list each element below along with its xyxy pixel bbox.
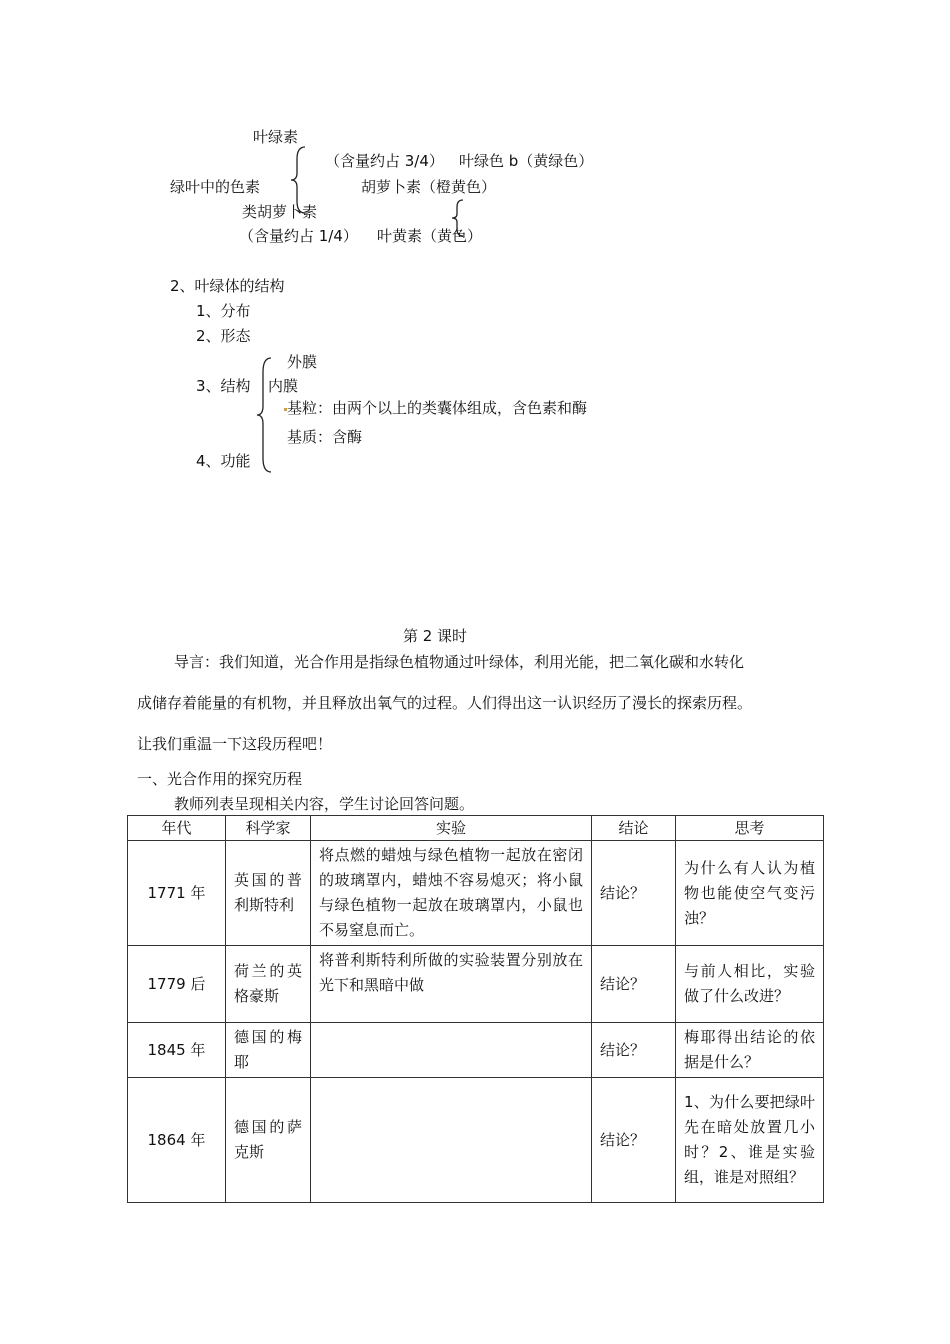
table-row <box>128 946 824 1023</box>
pigment-chlorophyll-content: （含量约占 3/4） <box>325 152 444 170</box>
structure-item-shape: 2、形态 <box>196 327 251 345</box>
carotenoid-brace <box>450 198 466 238</box>
stray-mark <box>284 408 287 411</box>
cell-year: 1771 年 <box>128 841 226 946</box>
cell-thinking: 1、为什么要把绿叶先在暗处放置几小时？2、谁是实验组，谁是对照组？ <box>676 1078 824 1203</box>
pigment-chlorophyll-b: 叶绿色 b（黄绿色） <box>459 152 594 170</box>
cell-thinking: 为什么有人认为植物也能使空气变污浊？ <box>676 841 824 946</box>
header-experiment: 实验 <box>311 816 592 841</box>
instruction-text: 教师列表呈现相关内容，学生讨论回答问题。 <box>174 795 475 813</box>
pigment-carotene: 胡萝卜素（橙黄色） <box>361 178 497 196</box>
cell-thinking: 梅耶得出结论的依据是什么？ <box>676 1023 824 1078</box>
header-year: 年代 <box>128 816 226 841</box>
header-scientist: 科学家 <box>226 816 311 841</box>
pigment-root: 绿叶中的色素 <box>170 178 261 196</box>
cell-year: 1779 后 <box>128 946 226 1023</box>
cell-conclusion: 结论？ <box>592 1023 676 1078</box>
cell-experiment: 将点燃的蜡烛与绿色植物一起放在密闭的玻璃罩内，蜡烛不容易熄灭；将小鼠与绿色植物一起放在玻璃罩内，小鼠也不易窒息而亡。 <box>311 841 592 946</box>
cell-thinking: 与前人相比，实验做了什么改进？ <box>676 946 824 1023</box>
structure-item-structure: 3、结构 <box>196 377 251 395</box>
structure-inner-membrane: 内膜 <box>268 377 299 395</box>
cell-experiment <box>311 1078 592 1203</box>
cell-scientist: 英国的普利斯特利 <box>226 841 311 946</box>
intro-line-3: 让我们重温一下这段历程吧！ <box>137 735 333 753</box>
pigment-brace <box>289 145 309 215</box>
pigment-xanthophyll: 叶黄素（黄色） <box>377 227 483 245</box>
table-row <box>128 841 824 946</box>
cell-conclusion: 结论？ <box>592 841 676 946</box>
cell-conclusion: 结论？ <box>592 1078 676 1203</box>
cell-year: 1864 年 <box>128 1078 226 1203</box>
structure-stroma: 基质：含酶 <box>287 428 363 446</box>
structure-outer-membrane: 外膜 <box>287 353 318 371</box>
structure-item-distribution: 1、分布 <box>196 302 251 320</box>
cell-scientist: 德国的萨克斯 <box>226 1078 311 1203</box>
cell-scientist: 德国的梅耶 <box>226 1023 311 1078</box>
cell-scientist: 荷兰的英格豪斯 <box>226 946 311 1023</box>
cell-experiment <box>311 1023 592 1078</box>
pigment-chlorophyll: 叶绿素 <box>253 128 299 146</box>
table-row <box>128 1078 824 1203</box>
table-header-row <box>128 816 824 841</box>
cell-conclusion: 结论？ <box>592 946 676 1023</box>
intro-line-1: 导言：我们知道，光合作用是指绿色植物通过叶绿体，利用光能，把二氧化碳和水转化 <box>174 653 745 671</box>
header-conclusion: 结论 <box>592 816 676 841</box>
section-heading: 一、光合作用的探究历程 <box>137 770 303 788</box>
table-row <box>128 1023 824 1078</box>
history-table <box>127 815 824 1203</box>
pigment-carotenoid: 类胡萝卜素 <box>242 203 318 221</box>
cell-experiment: 将普利斯特利所做的实验装置分别放在光下和黑暗中做 <box>311 946 592 1023</box>
structure-brace <box>255 356 275 474</box>
structure-grana: 基粒：由两个以上的类囊体组成，含色素和酶 <box>287 399 588 417</box>
lesson-title: 第 2 课时 <box>402 627 468 645</box>
cell-year: 1845 年 <box>128 1023 226 1078</box>
intro-line-2: 成储存着能量的有机物，并且释放出氧气的过程。人们得出这一认识经历了漫长的探索历程。 <box>137 694 753 712</box>
pigment-carotenoid-content: （含量约占 1/4） <box>239 227 358 245</box>
structure-heading: 2、叶绿体的结构 <box>170 277 285 295</box>
header-thinking: 思考 <box>676 816 824 841</box>
structure-item-function: 4、功能 <box>196 452 251 470</box>
